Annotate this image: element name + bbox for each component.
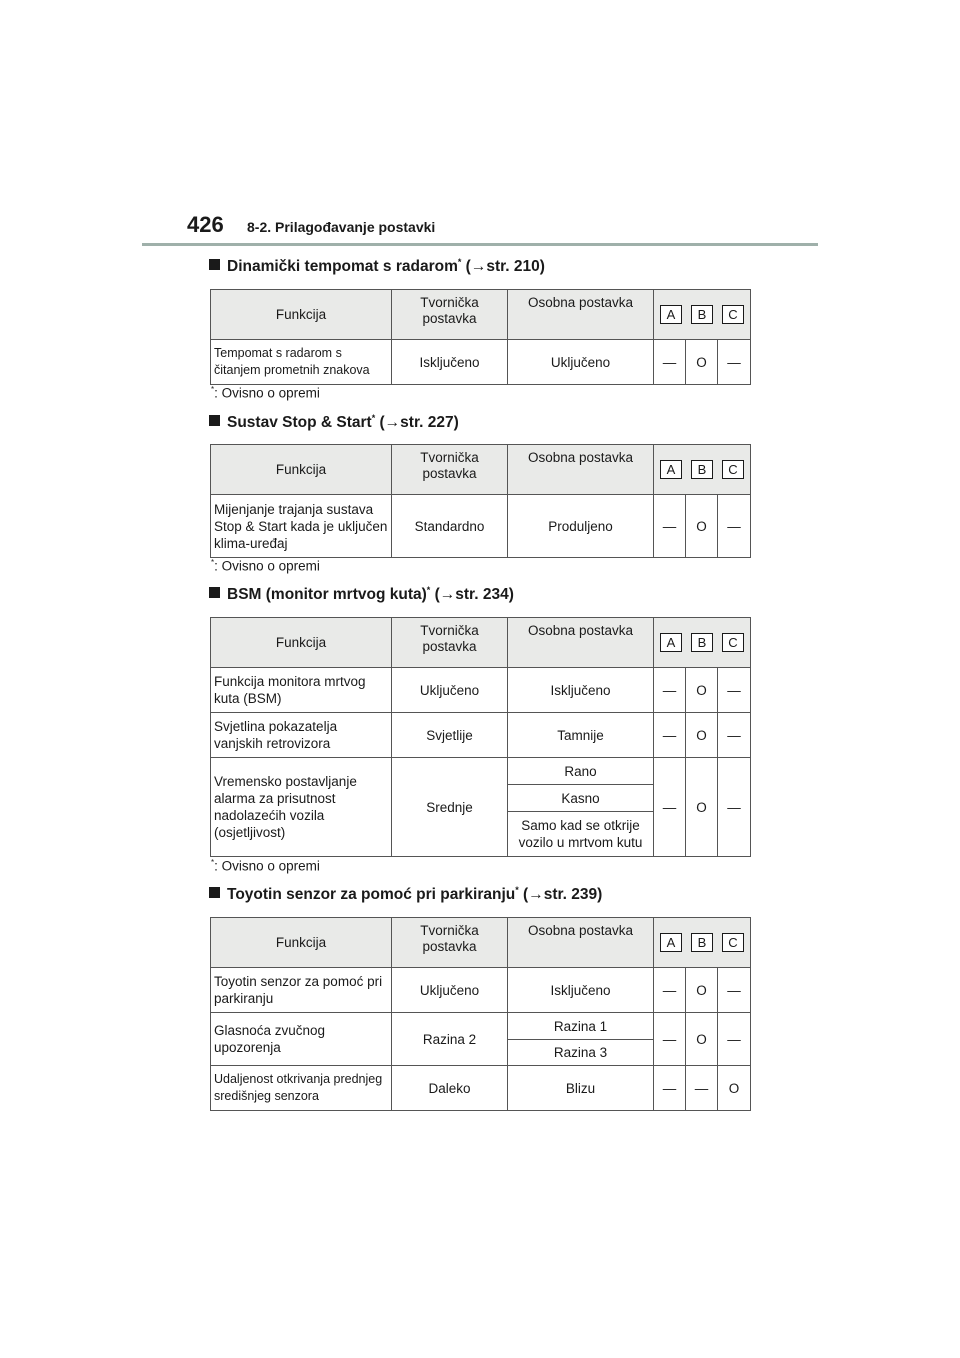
mark-c: O	[718, 1066, 751, 1111]
asterisk: *	[426, 585, 431, 595]
col-funkcija: Funkcija	[211, 918, 392, 968]
default-cell: Isključeno	[392, 340, 508, 385]
section-heading	[209, 885, 602, 904]
col-osobna: Osobna postavka	[508, 290, 654, 340]
col-abc	[654, 918, 751, 968]
letter-c-box: C	[722, 305, 744, 324]
table-row	[211, 758, 751, 785]
square-bullet-icon	[209, 259, 220, 270]
personal-cell: Razina 1	[508, 1013, 654, 1040]
heading-title: Toyotin senzor za pomoć pri parkiranju	[227, 886, 516, 904]
function-cell: Tempomat s radarom s čitanjem prometnih znakova	[211, 340, 392, 385]
mark-c: —	[718, 668, 751, 713]
personal-cell: Isključeno	[508, 668, 654, 713]
personal-cell: Samo kad se otkrije vozilo u mrtvom kutu	[508, 812, 654, 857]
footnote	[211, 558, 320, 574]
header-rule	[142, 243, 818, 246]
letter-b-box: B	[691, 460, 713, 479]
mark-b: O	[686, 668, 718, 713]
function-cell: Udaljenost otkrivanja prednjeg središnjeg senzora	[211, 1066, 392, 1111]
asterisk: *	[515, 885, 519, 895]
asterisk: *	[457, 257, 462, 267]
letter-b-box: B	[691, 633, 713, 652]
square-bullet-icon	[209, 415, 220, 426]
mark-a: —	[654, 340, 686, 385]
default-cell: Uključeno	[392, 968, 508, 1013]
col-tvornicka: Tvornička postavka	[392, 445, 508, 495]
square-bullet-icon	[209, 587, 220, 598]
page-number: 426	[187, 212, 224, 237]
mark-a: —	[654, 713, 686, 758]
letter-a-box: A	[660, 305, 682, 324]
col-abc	[654, 445, 751, 495]
mark-c: —	[718, 968, 751, 1013]
table-header-row	[211, 290, 751, 340]
settings-table	[210, 444, 751, 558]
table-row	[211, 713, 751, 758]
mark-b: O	[686, 758, 718, 857]
function-cell: Funkcija monitora mrtvog kuta (BSM)	[211, 668, 392, 713]
col-abc	[654, 618, 751, 668]
mark-a: —	[654, 758, 686, 857]
table-row	[211, 1066, 751, 1111]
page-reference: (→str. 239)	[518, 886, 603, 904]
col-osobna: Osobna postavka	[508, 918, 654, 968]
footnote	[211, 858, 320, 874]
mark-a: —	[654, 495, 686, 558]
letter-b-box: B	[691, 305, 713, 324]
mark-b: O	[686, 968, 718, 1013]
col-tvornicka: Tvornička postavka	[392, 918, 508, 968]
mark-c: —	[718, 1013, 751, 1066]
default-cell: Svjetlije	[392, 713, 508, 758]
mark-a: —	[654, 668, 686, 713]
default-cell: Razina 2	[392, 1013, 508, 1066]
letter-c-box: C	[722, 933, 744, 952]
letter-a-box: A	[660, 933, 682, 952]
mark-b: O	[686, 340, 718, 385]
section-heading	[209, 257, 545, 276]
table-row	[211, 668, 751, 713]
table-header-row	[211, 618, 751, 668]
table-header-row	[211, 445, 751, 495]
table-row	[211, 495, 751, 558]
mark-a: —	[654, 1013, 686, 1066]
mark-b: O	[686, 1013, 718, 1066]
default-cell: Daleko	[392, 1066, 508, 1111]
settings-table	[210, 617, 751, 857]
personal-cell: Produljeno	[508, 495, 654, 558]
personal-cell: Tamnije	[508, 713, 654, 758]
col-funkcija: Funkcija	[211, 618, 392, 668]
col-tvornicka: Tvornička postavka	[392, 618, 508, 668]
mark-a: —	[654, 968, 686, 1013]
section-heading	[209, 413, 459, 432]
function-cell: Vremensko postavljanje alarma za prisutnost nadolazećih vozila (osjetljivost)	[211, 758, 392, 857]
personal-cell: Blizu	[508, 1066, 654, 1111]
table-row	[211, 968, 751, 1013]
col-osobna: Osobna postavka	[508, 618, 654, 668]
letter-b-box: B	[691, 933, 713, 952]
footnote-text: : Ovisno o opremi	[214, 558, 320, 574]
section-heading	[209, 585, 514, 604]
heading-title: Sustav Stop & Start	[227, 414, 372, 432]
function-cell: Toyotin senzor za pomoć pri parkiranju	[211, 968, 392, 1013]
personal-cell: Kasno	[508, 785, 654, 812]
col-funkcija: Funkcija	[211, 290, 392, 340]
square-bullet-icon	[209, 887, 220, 898]
settings-table	[210, 289, 751, 385]
footnote-text: : Ovisno o opremi	[214, 858, 320, 874]
default-cell: Uključeno	[392, 668, 508, 713]
personal-cell: Razina 3	[508, 1040, 654, 1066]
page-reference: (→str. 227)	[375, 414, 459, 432]
col-tvornicka: Tvornička postavka	[392, 290, 508, 340]
footnote-text: : Ovisno o opremi	[214, 385, 320, 401]
footnote-asterisk: *	[211, 558, 215, 567]
settings-table	[210, 917, 751, 1111]
mark-c: —	[718, 340, 751, 385]
table-header-row	[211, 918, 751, 968]
mark-b: O	[686, 495, 718, 558]
personal-cell: Rano	[508, 758, 654, 785]
default-cell: Standardno	[392, 495, 508, 558]
heading-title: Dinamički tempomat s radarom	[227, 258, 458, 276]
mark-c: —	[718, 495, 751, 558]
mark-b: O	[686, 713, 718, 758]
mark-c: —	[718, 758, 751, 857]
letter-c-box: C	[722, 633, 744, 652]
mark-a: —	[654, 1066, 686, 1111]
letter-c-box: C	[722, 460, 744, 479]
default-cell: Srednje	[392, 758, 508, 857]
page-reference: (→str. 210)	[461, 258, 545, 276]
function-cell: Mijenjanje trajanja sustava Stop & Start kada je uključen klima-uređaj	[211, 495, 392, 558]
section-title: 8-2. Prilagođavanje postavki	[247, 219, 436, 235]
table-row	[211, 1013, 751, 1040]
footnote-asterisk: *	[211, 385, 215, 394]
col-abc	[654, 290, 751, 340]
table-row	[211, 340, 751, 385]
function-cell: Glasnoća zvučnog upozorenja	[211, 1013, 392, 1066]
personal-cell: Uključeno	[508, 340, 654, 385]
footnote-asterisk: *	[211, 858, 215, 867]
letter-a-box: A	[660, 460, 682, 479]
heading-title: BSM (monitor mrtvog kuta)	[227, 586, 427, 604]
personal-cell: Isključeno	[508, 968, 654, 1013]
mark-c: —	[718, 713, 751, 758]
col-funkcija: Funkcija	[211, 445, 392, 495]
mark-b: —	[686, 1066, 718, 1111]
asterisk: *	[371, 413, 376, 423]
letter-a-box: A	[660, 633, 682, 652]
function-cell: Svjetlina pokazatelja vanjskih retrovizora	[211, 713, 392, 758]
footnote	[211, 385, 320, 401]
col-osobna: Osobna postavka	[508, 445, 654, 495]
page-reference: (→str. 234)	[430, 586, 514, 604]
